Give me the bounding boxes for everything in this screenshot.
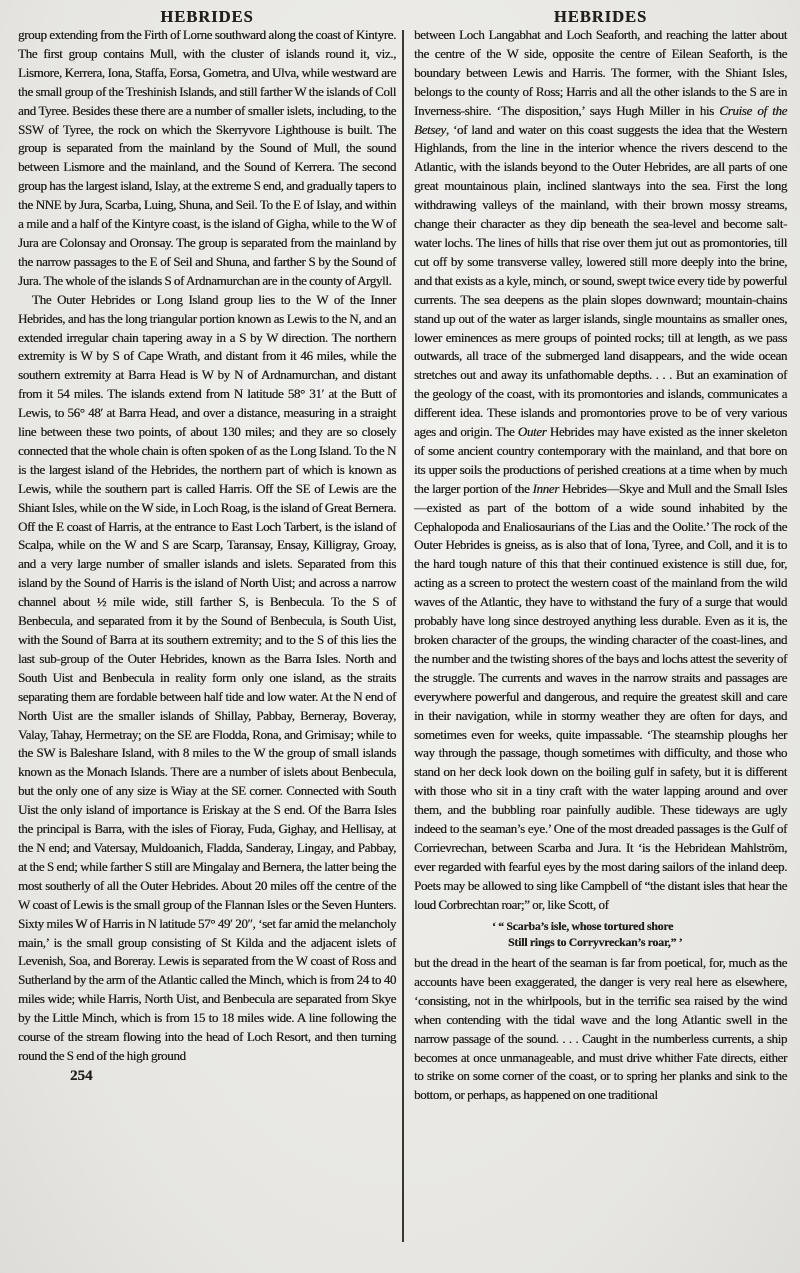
right-column-text — [414, 26, 787, 1105]
verse-line: ‘ “ Scarba’s isle, whose tortured shore — [492, 918, 674, 933]
left-column-text — [18, 26, 396, 1066]
column-divider-rule — [402, 30, 404, 1242]
running-head-right: HEBRIDES — [553, 7, 648, 26]
verse-line: Still rings to Corryvreckan’s roar,” ’ — [508, 934, 683, 949]
right-column — [414, 0, 787, 1105]
paragraph-inner-hebrides-groups: group extending from the Firth of Lorne southward along the coast of Kintyre. The first group contains Mull, with the cluster of islands round it, viz., Lismore, Kerrera, Iona, Staffa, Eorsa, Gometra, and Ulva, while westward are the small group of the Treshinish Islands, and still farther W the islands of Coll and Tyree. Besides these there are a number of smaller islets, including, to the SSW of Tyree, the rock on which the Skerryvore Lighthouse is built. The group is separated from the mainland by the Sound of Mull, the sound between Lismore and the mainland, and the Sound of Kerrera. The second group has the largest island, Islay, at the extreme S end, and gradually tapers to the NNE by Jura, Scarba, Luing, Shuna, and Seil. To the E of Islay, and within a mile and a half of the Kintyre coast, is the island of Gigha, while to the W of Jura are Colonsay and Oronsay. The group is separated from the mainland by the narrow passages to the E of Seil and Shuna, and farther S by the Sound of Jura. The whole of the islands S of Ardnamurchan are in the county of Argyll. — [18, 27, 396, 288]
left-column — [18, 0, 396, 1085]
verse-quote-scarba — [414, 915, 787, 954]
paragraph-lewis-harris-boundary: between Loch Langabhat and Loch Seaforth, and reaching the latter about the centre of the W side, opposite the centre of Eilean Seaforth, is the boundary between Lewis and Harris. The former, with the Shiant Isles, belongs to the county of Ross; Harris and all the other islands to the S are in Inverness-shire. ‘The disposition,’ says Hugh Miller in his Cruise of the Betsey, ‘of land and water on this coast suggests the idea that the Western Highlands, from the line in the interior whence the rivers descend to the Atlantic, with the islands beyond to the Outer Hebrides, are all parts of one great mountainous plain, inclined slantways into the sea. First the long withdrawing valleys of the mainland, with their brown mossy streams, change their character as they dip beneath the sea-level and become salt-water lochs. The lines of hills that rise over them jut out as promontories, till cut off by some transverse valley, lowered still more deeply into the brine, and that exists as a kyle, minch, or sound, swept twice every tide by powerful currents. The sea deepens as the plain slopes downward; mountain-chains stand up out of the water as larger islands, single mountains as smaller ones, lower eminences as mere groups of pointed rocks; till at length, as we pass outwards, all trace of the submerged land disappears, and the wide ocean stretches out and away its unfathomable depths. . . . But an examination of the geology of the coast, with its promontories and islands, communicates a different idea. These islands and promontories prove to be of very various ages and origin. The Outer Hebrides may have existed as the inner skeleton of some ancient country contemporary with the mainland, and that bore on its upper soils the productions of perished creations at a time when by much the larger portion of the Inner Hebrides—Skye and Mull and the Small Isles—existed as part of the bottom of a wide sound inhabited by the Cephalopoda and Enaliosaurians of the Lias and the Oolite.’ The rock of the Outer Hebrides is gneiss, as is also that of Iona, Tyree, and Coll, and it is to the hard tough nature of this that their continued existence is still due, for, acting as a screen to protect the western coast of the mainland from the wild waves of the Atlantic, they have to withstand the fury of a surge that would probably have long since destroyed anything less durable. Even as it is, the broken character of the groups, the winding character of the coast-lines, and the number and the twisting shores of the bays and lochs attest the severity of the struggle. The currents and waves in the narrow straits and passages are everywhere powerful and dangerous, and require the greatest skill and care in their navigation, while in stormy weather they are often for days, and sometimes even for weeks, quite impassable. ‘The steamship ploughs her way through the passage, though sometimes with difficulty, and those who stand on her deck look down on the boiling gulf in safety, but it is different with those who sit in a tiny craft with the water lapping around and over them, and the bubbling roar painfully audible. These tideways are ugly indeed to the seaman’s eye.’ One of the most dreaded passages is the Gulf of Corrievrechan, between Scarba and Jura. It ‘is the Hebridean Mahlström, ever regarded with fearful eyes by the most daring sailors of the inland deep. Poets may be allowed to sing like Campbell of “the distant isles that hear the loud Corbrechtan roar;” or, like Scott, of — [414, 27, 787, 912]
running-head-left: HEBRIDES — [160, 7, 254, 26]
paragraph-outer-hebrides: The Outer Hebrides or Long Island group lies to the W of the Inner Hebrides, and has the long triangular portion known as Lewis to the N, and an extended irregular chain tapering away in a S by W direction. The northern extremity is W by S of Cape Wrath, and distant from it 46 miles, while the southern extremity at Barra Head is W by N of Ardnamurchan, and distant from it 54 miles. The islands extend from N latitude 58° 31′ at the Butt of Lewis, to 56° 48′ at Barra Head, and over a distance, measuring in a straight line between these two points, of about 130 miles; and they are so closely connected that the whole chain is often spoken of as the Long Island. To the N is the largest island of the Hebrides, the northern part of which is known as Lewis, while the southern part is called Harris. Off the SE of Lewis are the Shiant Isles, while on the W side, in Loch Roag, is the island of Great Bernera. Off the E coast of Harris, at the entrance to East Loch Tarbert, is the island of Scalpa, while on the W and S are Scarp, Taransay, Ensay, Killigray, Groay, and a very large number of smaller islands and islets. Separated from this island by the Sound of Harris is the island of North Uist; and across a narrow channel about ½ mile wide, still farther S, is Benbecula. To the S of Benbecula, and separated from it by the Sound of Benbecula, is South Uist, with the Sound of Barra at its southern extremity; and to the S of this lies the last sub-group of the Outer Hebrides, known as the Barra Isles. North and South Uist and Benbecula in reality form only one island, as the straits separating them are fordable between half tide and low water. At the N end of North Uist are the smaller islands of Shillay, Pabbay, Berneray, Boveray, Valay, Tahay, Hermetray; on the SE are Flodda, Rona, and Grimisay; while to the SW is Baleshare Island, with 8 miles to the W the group of small islands known as the Monach Islands. There are a number of islets about Benbecula, but the only one of any size is Wiay at the SE corner. Connected with South Uist the only island of importance is Eriskay at the S end. Of the Barra Isles the principal is Barra, with the isles of Fioray, Fuda, Gighay, and Hellisay, at the N end; and Vatersay, Muldoanich, Fladda, Sanderay, Lingay, and Pabbay, at the S end; while farther S still are Mingalay and Bernera, the latter being the most southerly of all the Outer Hebrides. About 20 miles off the centre of the W coast of Lewis is the small group of the Flannan Isles or the Seven Hunters. Sixty miles W of Harris in N latitude 57° 49′ 20″, ‘set far amid the melancholy main,’ is the small group consisting of St Kilda and the adjacent islets of Levenish, Soa, and Boreray. Lewis is separated from the W coast of Ross and Sutherland by the arm of the Atlantic called the Minch, which is from 24 to 40 miles wide; while Harris, North Uist, and Benbecula are separated from Skye by the Little Minch, which is from 15 to 18 miles wide. A line following the course of the stream flowing into the head of Loch Resort, and then turning round the S end of the high ground — [18, 291, 396, 1063]
paragraph-corryvreckan-danger: but the dread in the heart of the seaman is far from poetical, for, much as the accounts have been exaggerated, the danger is very real here as elsewhere, ‘consisting, not in the whirlpools, but in the terrific sea raised by the wind when contending with the tidal wave and the long Atlantic swell in the narrow passage of the sound. . . . Caught in the numberless currents, a ship becomes at once unmanageable, and must drive whither Fate directs, either to strike on some corner of the coast, or to spring her planks and sink to the bottom, or perhaps, as happened on one traditional — [414, 955, 787, 1103]
page-number: 254 — [70, 1067, 93, 1084]
